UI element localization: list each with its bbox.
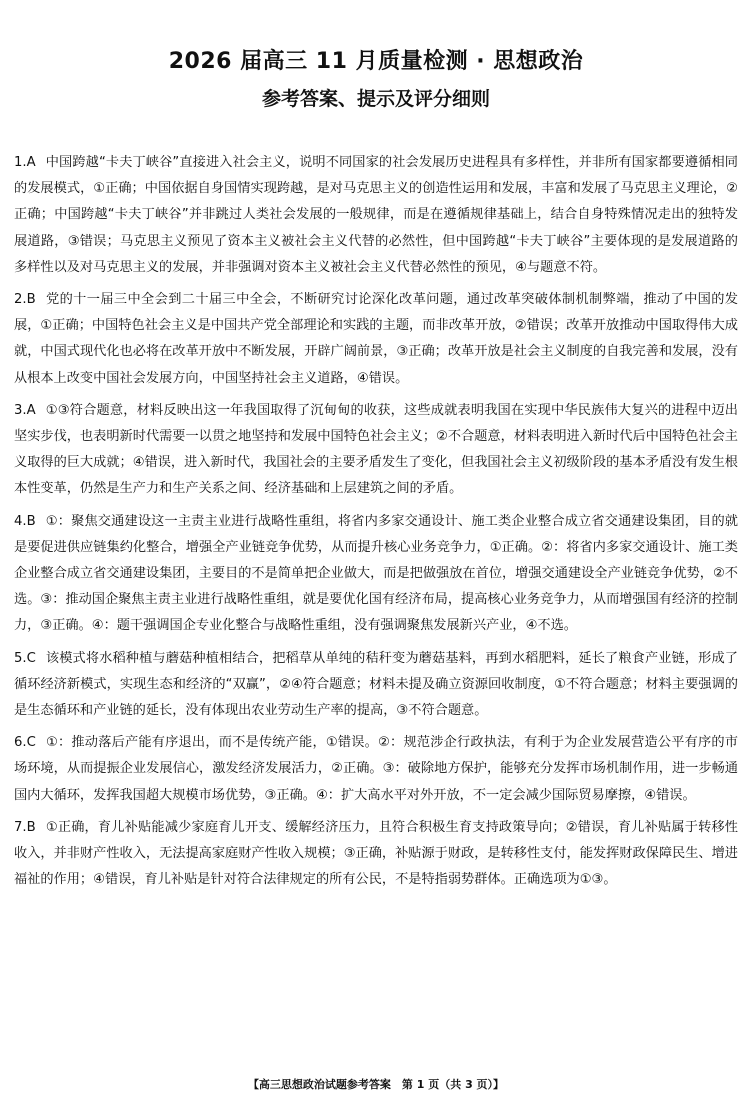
answer-explanation: ①正确，育儿补贴能减少家庭育儿开支、缓解经济压力，且符合积极生育支持政策导向；②错误，育儿补贴属于转移性收入，并非财产性收入，无法提高家庭财产性收入规模；③正确，补贴源于财政，是转移性支付，能发挥财政保障民生、增进福祉的作用；④错误，育儿补贴是针对符合法律规定的所有公民，不是特指弱势群体。正确选项为①③。	[14, 819, 738, 888]
answer-explanation: 中国跨越“卡夫丁峡谷”直接进入社会主义，说明不同国家的社会发展历史进程具有多样性，并非所有国家都要遵循相同的发展模式，①正确；中国依据自身国情实现跨越，是对马克思主义的创造性运用和发展，丰富和发展了马克思主义理论，②正确；中国跨越“卡夫丁峡谷”并非跳过人类社会发展的一般规律，而是在遵循规律基础上，结合自身特殊情况走出的独特发展道路，③错误；马克思主义预见了资本主义被社会主义代替的必然性，但中国跨越“卡夫丁峡谷”主要体现的是发展道路的多样性以及对马克思主义的发展，并非强调对资本主义被社会主义代替必然性的预见，④与题意不符。	[14, 155, 738, 275]
answer-item-1	[14, 150, 738, 281]
answer-number: 1.A	[14, 155, 36, 170]
answer-item-7	[14, 815, 738, 894]
answer-explanation: 该模式将水稻种植与蘑菇种植相结合，把稻草从单纯的秸秆变为蘑菇基料，再到水稻肥料，延长了粮食产业链，形成了循环经济新模式，实现生态和经济的“双赢”，②④符合题意；材料未提及确立资源回收制度，①不符合题意；材料主要强调的是生态循环和产业链的延长，没有体现出农业劳动生产率的提高，③不符合题意。	[14, 650, 738, 719]
answers-list	[14, 150, 738, 899]
answer-item-4	[14, 509, 738, 640]
answer-explanation: ①③符合题意，材料反映出这一年我国取得了沉甸甸的收获，这些成就表明我国在实现中华民族伟大复兴的进程中迈出坚实步伐，也表明新时代需要一以贯之地坚持和发展中国特色社会主义；②不合题意，材料表明进入新时代后中国特色社会主义取得的巨大成就；④错误，进入新时代，我国社会的主要矛盾发生了变化，但我国社会主义初级阶段的基本矛盾没有发生根本性变革，仍然是生产力和生产关系之间、经济基础和上层建筑之间的矛盾。	[14, 402, 738, 497]
answer-number: 4.B	[14, 513, 36, 529]
answer-number: 7.B	[14, 819, 36, 835]
answer-item-6	[14, 730, 738, 809]
answer-item-3	[14, 398, 738, 503]
answer-item-5	[14, 646, 738, 725]
document-subtitle: 参考答案、提示及评分细则	[261, 88, 490, 110]
answer-explanation: ①：推动落后产能有序退出，而不是传统产能，①错误。②：规范涉企行政执法，有利于为企业发展营造公平有序的市场环境，从而提振企业发展信心，激发经济发展活力，②正确。③：破除地方保护，能够充分发挥市场机制作用，进一步畅通国内大循环，发挥我国超大规模市场优势，③正确。④：扩大高水平对外开放，不一定会减少国际贸易摩擦，④错误。	[14, 735, 738, 803]
document-title: 2026 届高三 11 月质量检测 · 思想政治	[168, 49, 584, 74]
answer-number: 3.A	[14, 402, 36, 418]
answer-number: 5.C	[14, 650, 36, 666]
answer-explanation: ①：聚焦交通建设这一主责主业进行战略性重组，将省内多家交通设计、施工类企业整合成立省交通建设集团，目的就是要促进供应链集约化整合，增强全产业链竞争优势，从而提升核心业务竞争力，①正确。②：将省内多家交通设计、施工类企业整合成立省交通建设集团，主要目的不是简单把企业做大，而是把做强放在首位，增强交通建设全产业链竞争优势，②不选。③：推动国企聚焦主责主业进行战略性重组，就是要优化国有经济布局，提高核心业务竞争力，从而增强国有经济的控制力，③正确。④：题干强调国企专业化整合与战略性重组，没有强调聚焦发展新兴产业，④不选。	[14, 513, 738, 634]
page-footer: 【高三思想政治试题参考答案 第 1 页（共 3 页）】	[247, 1078, 505, 1091]
answer-item-2	[14, 287, 738, 392]
answer-number: 6.C	[14, 735, 36, 751]
answer-explanation: 党的十一届三中全会到二十届三中全会，不断研究讨论深化改革问题，通过改革突破体制机制弊端，推动了中国的发展，①正确；中国特色社会主义是中国共产党全部理论和实践的主题，而非改革开放，②错误；改革开放推动中国取得伟大成就，中国式现代化也必将在改革开放中不断发展，开辟广阔前景，③正确；改革开放是社会主义制度的自我完善和发展，没有从根本上改变中国社会发展方向，中国坚持社会主义道路，④错误。	[14, 292, 738, 386]
answer-number: 2.B	[14, 292, 36, 308]
